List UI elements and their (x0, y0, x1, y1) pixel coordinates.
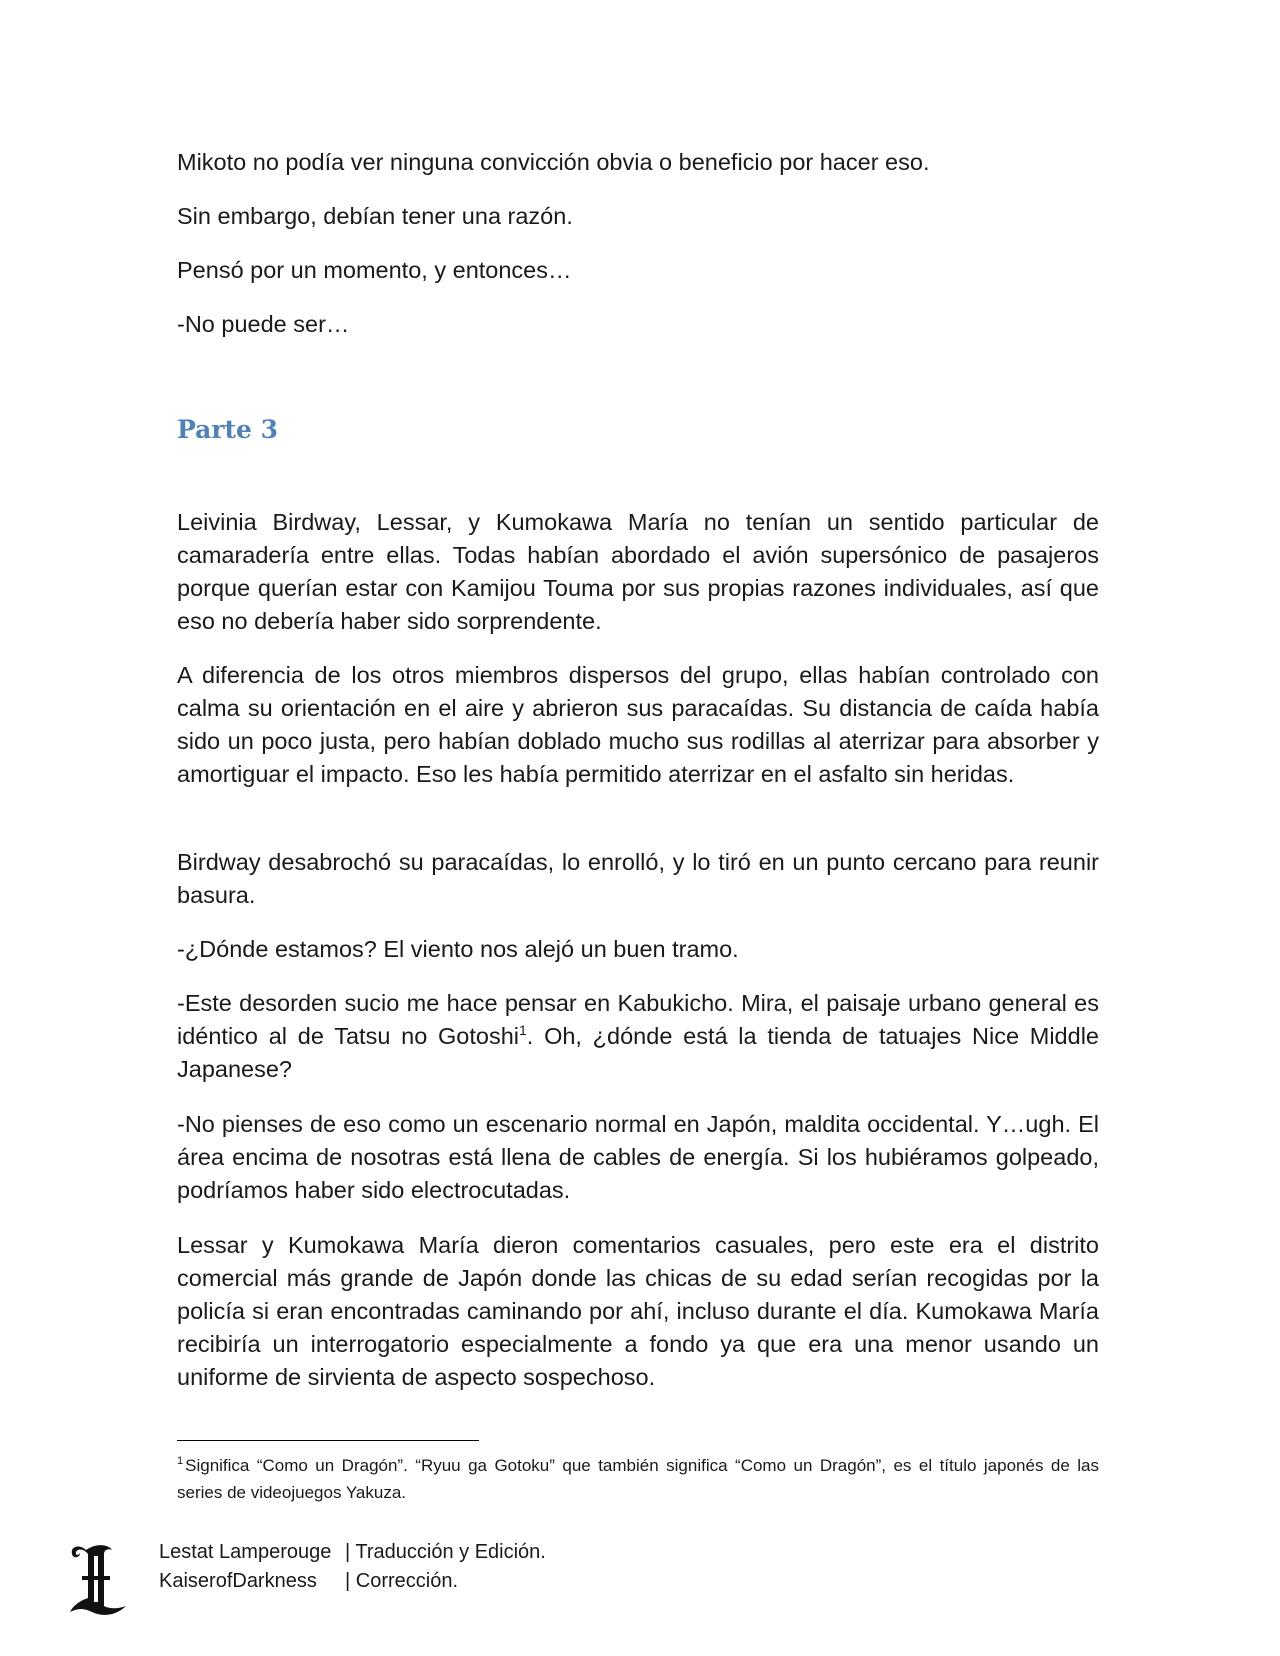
credit-line-1 (159, 1538, 546, 1567)
footnote-text: Significa “Como un Dragón”. “Ryuu ga Gotoku” que también significa “Como un Dragón”, es el título japonés de las series de videojuegos Yakuza. (177, 1456, 1099, 1502)
credit-role-1: | Traducción y Edición. (345, 1541, 546, 1563)
text-line-1: Mikoto no podía ver ninguna convicción obvia o beneficio por hacer eso. (177, 149, 930, 175)
paragraph-3: Birdway desabrochó su paracaídas, lo enrolló, y lo tiró en un punto cercano para reunir basura. (177, 849, 1099, 908)
footnote (177, 1452, 1099, 1506)
footer-credits (159, 1538, 546, 1596)
section-heading: Parte 3 (177, 415, 279, 444)
text-line-4: -No puede ser… (177, 311, 350, 337)
footnote-number: 1 (177, 1455, 184, 1468)
credit-name-1: Lestat Lamperouge (159, 1541, 332, 1563)
paragraph-7: Lessar y Kumokawa María dieron comentarios casuales, pero este era el distrito comercial más grande de Japón donde las chicas de su edad serían recogidas por la policía si eran encontradas caminando por ahí, incluso durante el día. Kumokawa María recibiría un interrogatorio especialmente a fondo ya que era una menor usando un uniforme de sirvienta de aspecto sospechoso. (177, 1232, 1099, 1390)
paragraph-1: Leivinia Birdway, Lessar, y Kumokawa María no tenían un sentido particular de camaradería entre ellas. Todas habían abordado el avión supersónico de pasajeros porque querían estar con Kamijou Touma por sus propias razones individuales, así que eso no debería haber sido sorprendente. (177, 509, 1099, 634)
paragraph-5-text-a: -Este desorden sucio me hace pensar en Kabukicho. Mira, el paisaje urbano general es idéntico al de Tatsu no Gotoshi (177, 990, 1099, 1049)
text-line-2: Sin embargo, debían tener una razón. (177, 203, 573, 229)
paragraph-6: -No pienses de eso como un escenario normal en Japón, maldita occidental. Y…ugh. El área encima de nosotras está llena de cables de energía. Si los hubiéramos golpeado, podríamos haber sido electrocutadas. (177, 1111, 1099, 1203)
paragraph-5 (177, 987, 1099, 1086)
paragraph-5-text-b: . Oh, ¿dónde está la tienda de tatuajes Nice Middle Japanese? (177, 1023, 1099, 1082)
gothic-L-logo-icon (66, 1542, 130, 1618)
credit-line-2 (159, 1567, 546, 1596)
text-line-3: Pensó por un momento, y entonces… (177, 257, 572, 283)
credit-role-2: | Corrección. (345, 1570, 459, 1592)
paragraph-4: -¿Dónde estamos? El viento nos alejó un buen tramo. (177, 936, 739, 962)
paragraph-2: A diferencia de los otros miembros dispersos del grupo, ellas habían controlado con calma su orientación en el aire y abrieron sus paracaídas. Su distancia de caída había sido un poco justa, pero habían doblado mucho sus rodillas al aterrizar para absorber y amortiguar el impacto. Eso les había permitido aterrizar en el asfalto sin heridas. (177, 662, 1099, 787)
footnote-reference[interactable]: 1 (519, 1022, 527, 1039)
footnote-separator (177, 1440, 479, 1441)
credit-name-2: KaiserofDarkness (159, 1570, 317, 1592)
